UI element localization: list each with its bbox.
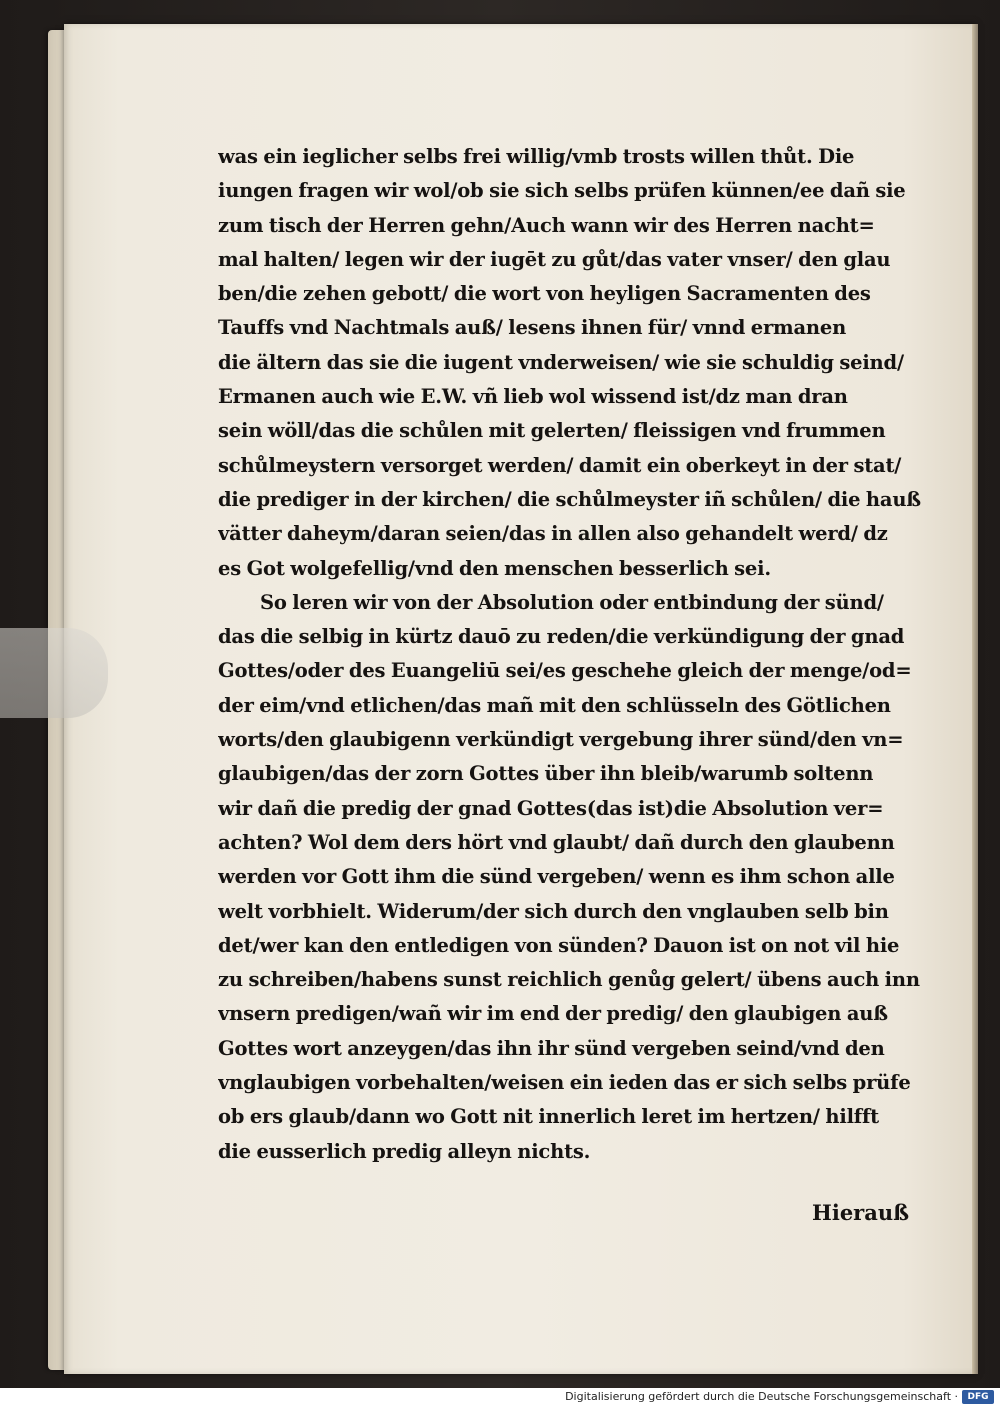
page-tab-marker	[0, 628, 108, 718]
text-line: wir dañ die predig der gnad Gottes(das ist)die Absolution ver=	[218, 796, 884, 820]
text-line: vätter daheym/daran seien/das in allen also gehandelt werd/ dz	[218, 522, 888, 546]
text-line: mal halten/ legen wir der iugēt zu gůt/das vater vnser/ den glau	[218, 247, 891, 271]
digitization-footer	[0, 1388, 1000, 1407]
paragraph-start-line: So leren wir von der Absolution oder entbindung der sünd/	[260, 590, 884, 614]
text-line: Gottes/oder des Euangeliū sei/es geschehe gleich der menge/od=	[218, 659, 912, 683]
funding-notice: Digitalisierung gefördert durch die Deutsche Forschungsgemeinschaft ·	[565, 1390, 958, 1403]
text-line: das die selbig in kürtz dauō zu reden/die verkündigung der gnad	[218, 625, 905, 649]
text-line: zu schreiben/habens sunst reichlich genůg gelert/ übens auch inn	[218, 968, 920, 992]
text-line: Gottes wort anzeygen/das ihn ihr sünd vergeben seind/vnd den	[218, 1036, 885, 1060]
page-right-edge	[972, 24, 978, 1374]
text-line: sein wöll/das die schůlen mit gelerten/ fleissigen vnd frummen	[218, 419, 886, 443]
text-line: achten? Wol dem ders hört vnd glaubt/ dañ durch den glaubenn	[218, 830, 895, 854]
dfg-logo-icon: DFG	[962, 1390, 994, 1404]
catchword: Hierauß	[812, 1200, 910, 1225]
text-line: ob ers glaub/dann wo Gott nit innerlich leret im hertzen/ hilfft	[218, 1105, 879, 1129]
text-line: vnsern predigen/wañ wir im end der predig/ den glaubigen auß	[218, 1002, 888, 1026]
text-line: Ermanen auch wie E.W. vñ lieb wol wissend ist/dz man dran	[218, 385, 848, 409]
text-line: vnglaubigen vorbehalten/weisen ein ieden das er sich selbs prüfe	[218, 1071, 911, 1095]
text-line: Tauffs vnd Nachtmals auß/ lesens ihnen für/ vnnd ermanen	[218, 316, 847, 340]
text-line: der eim/vnd etlichen/das mañ mit den schlüsseln des Götlichen	[218, 693, 891, 717]
text-line: schůlmeystern versorget werden/ damit ein oberkeyt in der stat/	[218, 453, 902, 477]
text-line: glaubigen/das der zorn Gottes über ihn bleib/warumb soltenn	[218, 762, 874, 786]
text-line: ben/die zehen gebott/ die wort von heyligen Sacramenten des	[218, 282, 871, 306]
text-line: worts/den glaubigenn verkündigt vergebung ihrer sünd/den vn=	[218, 728, 904, 752]
text-line: die ältern das sie die iugent vnderweisen/ wie sie schuldig seind/	[218, 350, 904, 374]
text-line: die eusserlich predig alleyn nichts.	[218, 1139, 591, 1163]
text-line: iungen fragen wir wol/ob sie sich selbs prüfen künnen/ee dañ sie	[218, 179, 906, 203]
text-line: det/wer kan den entledigen von sünden? Dauon ist on not vil hie	[218, 933, 900, 957]
text-line: welt vorbhielt. Widerum/der sich durch den vnglauben selb bin	[218, 899, 889, 923]
body-text	[218, 140, 940, 1169]
text-line: was ein ieglicher selbs frei willig/vmb trosts willen thůt. Die	[218, 145, 855, 168]
text-line: es Got wolgefellig/vnd den menschen besserlich sei.	[218, 556, 771, 580]
text-line: werden vor Gott ihm die sünd vergeben/ wenn es ihm schon alle	[218, 865, 895, 889]
text-line: zum tisch der Herren gehn/Auch wann wir des Herren nacht=	[218, 213, 875, 237]
text-line: die prediger in der kirchen/ die schůlmeyster iñ schůlen/ die hauß	[218, 487, 921, 511]
